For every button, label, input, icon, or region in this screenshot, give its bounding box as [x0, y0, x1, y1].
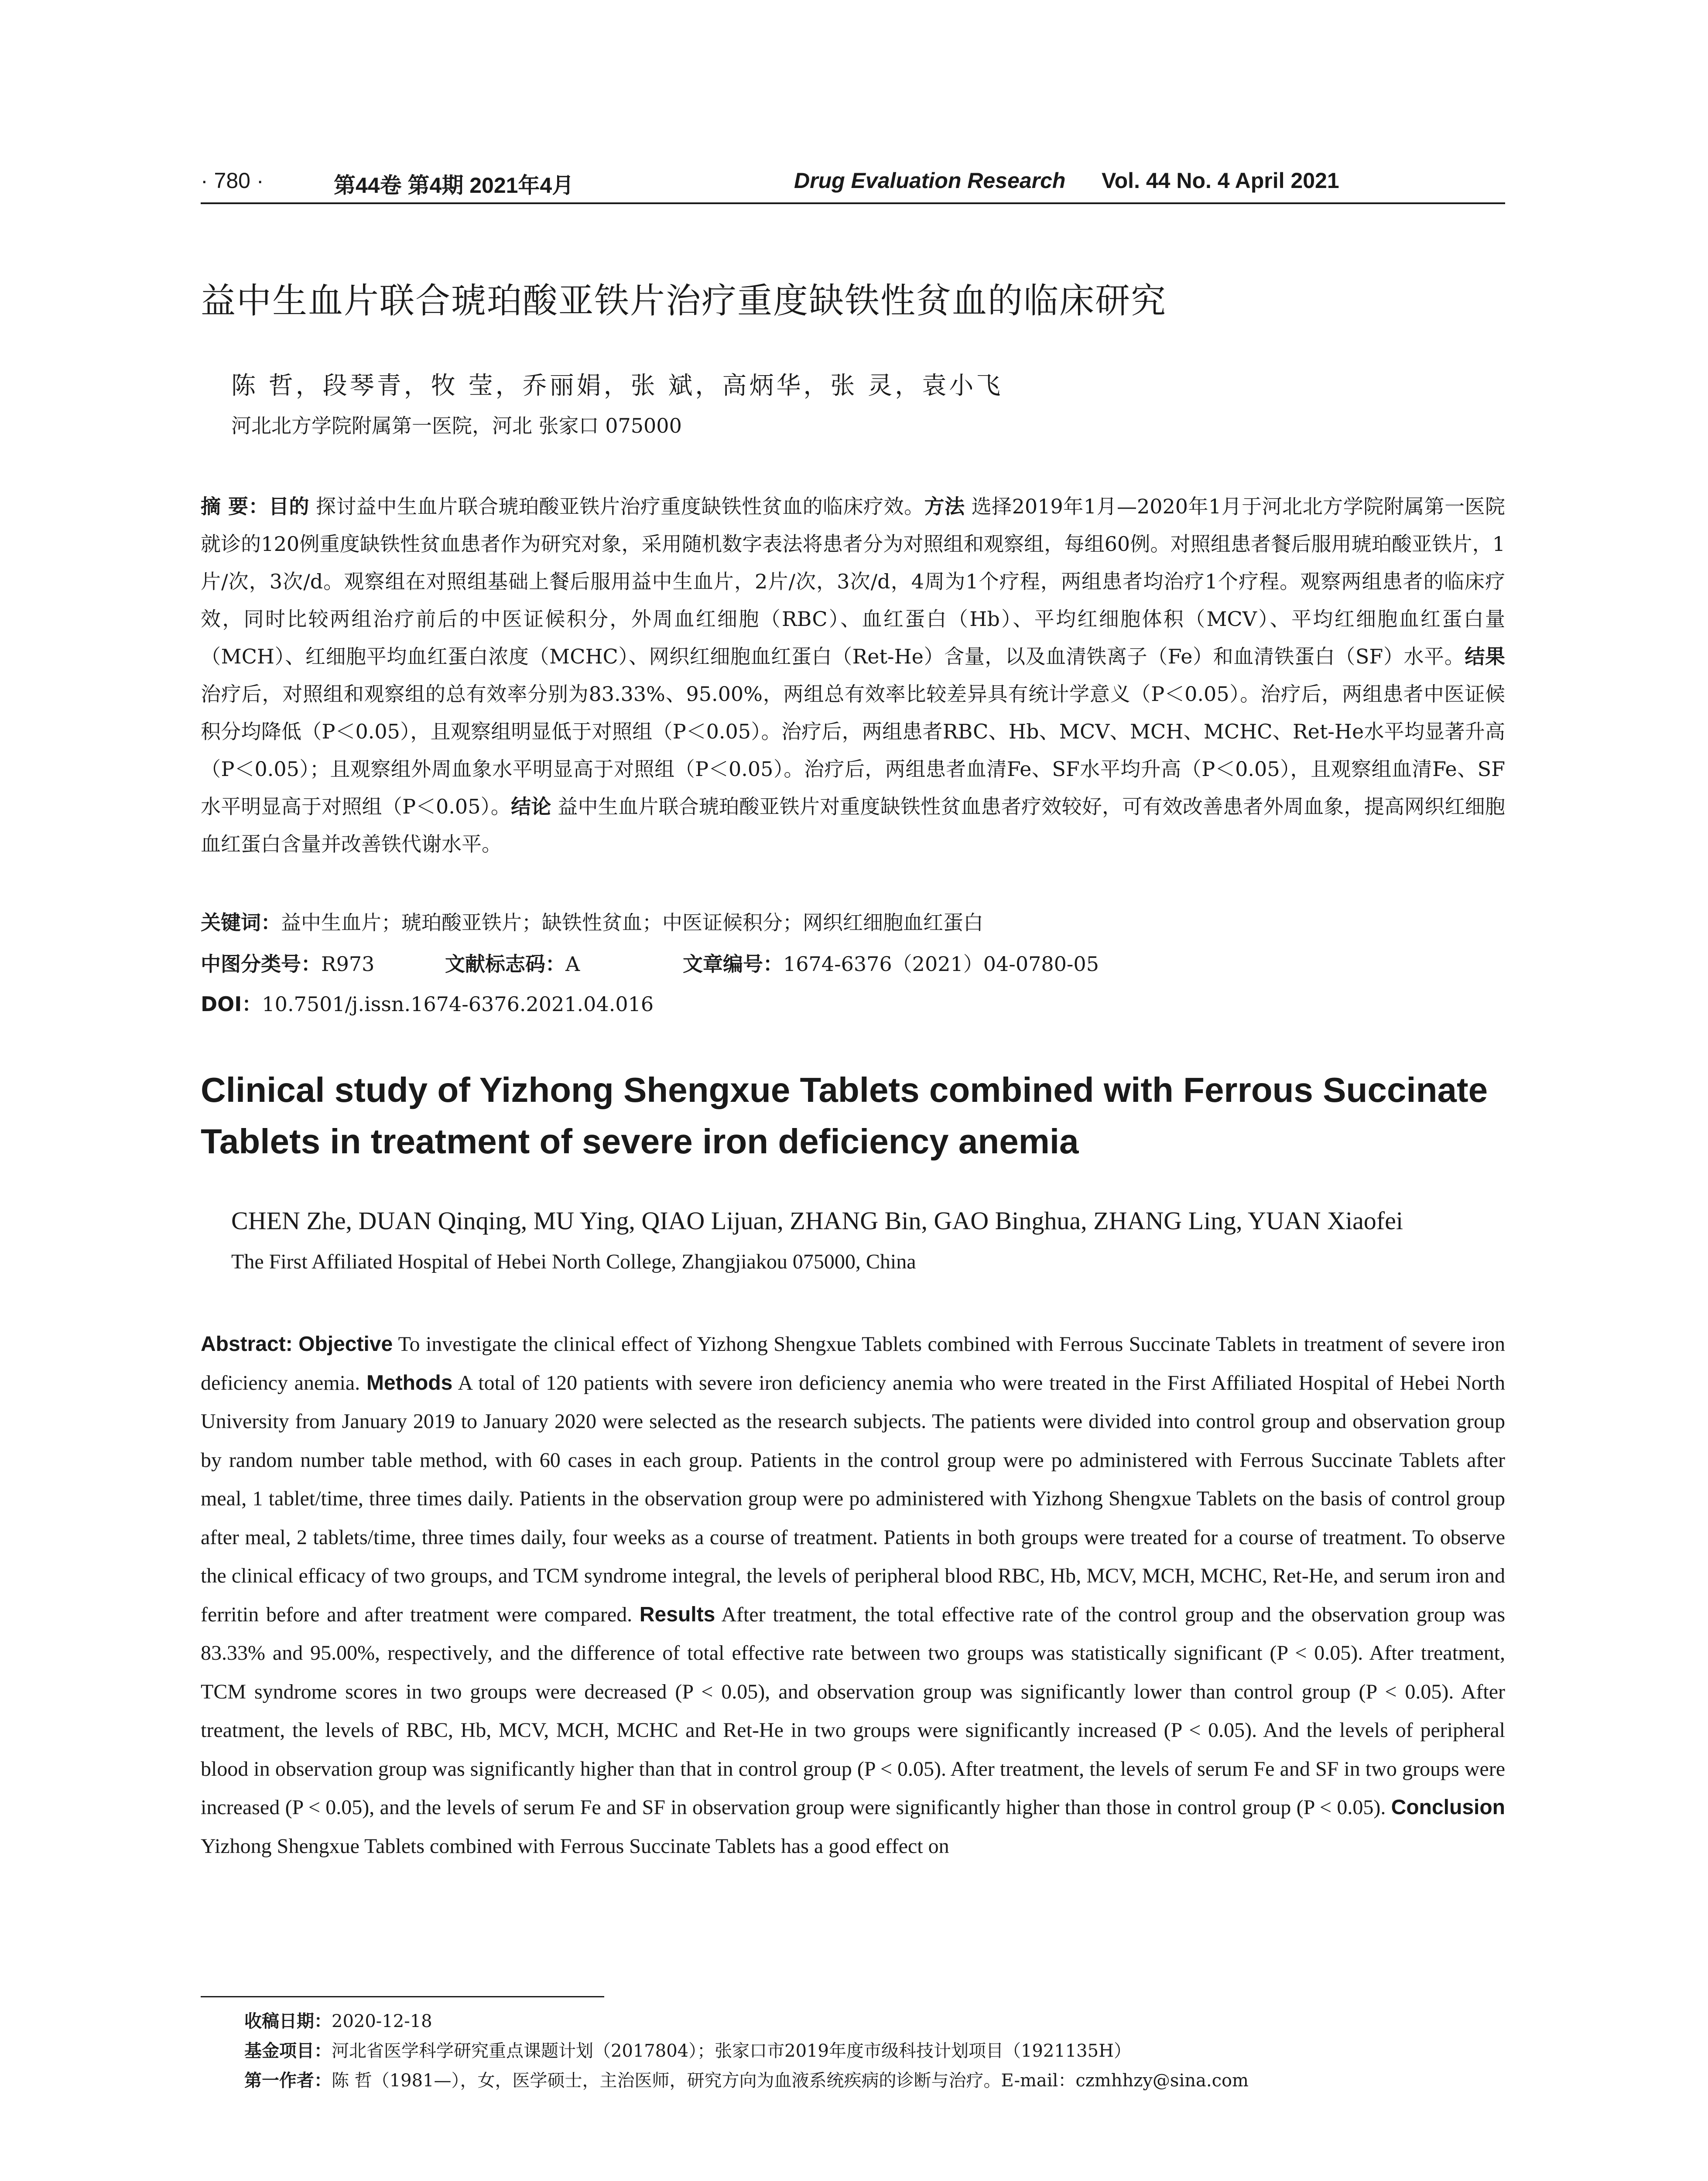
fund-label: 基金项目：	[244, 2041, 332, 2061]
en-methods-text: A total of 120 patients with severe iron deficiency anemia who were treated in the First Affiliated Hospital of Hebei North University from January 2019 to January 2020 were selected as the research subjects. The patients were divided into control group and observation group by random number table method, with 60 cases in each group. Patients in the control group were po administered with Ferrous Succinate Tablets after meal, 1 tablet/time, three times daily. Patients in the observation group were po administered with Yizhong Shengxue Tablets on the basis of control group after meal, 2 tablets/time, three times daily, four weeks as a course of treatment. Patients in both groups were treated for a course of treatment. To observe the clinical efficacy of two groups, and TCM syndrome integral, the levels of peripheral blood RBC, Hb, MCV, MCH, MCHC, Ret-He, and serum iron and ferritin before and after treatment were compared.	[201, 1371, 1505, 1626]
en-affiliation: The First Affiliated Hospital of Hebei North College, Zhangjiakou 075000, China	[231, 1250, 916, 1273]
cn-keywords	[201, 909, 1505, 936]
en-abstract-label: Abstract:	[201, 1333, 293, 1356]
en-results-label: Results	[639, 1603, 715, 1626]
footnote-fund	[244, 2036, 1505, 2066]
cn-objective-label: 目的	[268, 495, 309, 518]
cn-authors: 陈 哲，段琴青，牧 莹，乔丽娟，张 斌，高炳华，张 灵，袁小飞	[231, 372, 1003, 400]
footnote-received	[244, 2007, 1505, 2036]
first-author-text: 陈 哲（1981—），女，医学硕士，主治医师，研究方向为血液系统疾病的诊断与治疗。E-mail：czmhhzy@sina.com	[332, 2071, 1249, 2091]
header-divider	[201, 202, 1505, 204]
doi-row	[201, 991, 1505, 1017]
cn-classification-row	[201, 951, 1505, 977]
en-methods-label: Methods	[366, 1371, 453, 1395]
cn-methods-label: 方法	[924, 495, 965, 518]
clc-value: R973	[321, 952, 375, 976]
clc-label: 中图分类号：	[201, 952, 321, 976]
cn-results-text: 治疗后，对照组和观察组的总有效率分别为83.33%、95.00%，两组总有效率比较差异具有统计学意义（P＜0.05）。治疗后，两组患者中医证候积分均降低（P＜0.05），且观察组明显低于对照组（P＜0.05）。治疗后，两组患者RBC、Hb、MCV、MCH、MCHC、Ret-He水平均显著升高（P＜0.05）；且观察组外周血象水平明显高于对照组（P＜0.05）。治疗后，两组患者血清Fe、SF水平均升高（P＜0.05），且观察组血清Fe、SF水平明显高于对照组（P＜0.05）。	[201, 682, 1505, 818]
en-abstract	[201, 1325, 1505, 1866]
cn-objective-text: 探讨益中生血片联合琥珀酸亚铁片治疗重度缺铁性贫血的临床疗效。	[309, 495, 924, 518]
cn-conclusion-text: 益中生血片联合琥珀酸亚铁片对重度缺铁性贫血患者疗效较好，可有效改善患者外周血象，提高网织红细胞血红蛋白含量并改善铁代谢水平。	[201, 795, 1506, 856]
en-results-text: After treatment, the total effective rate of the control group and the observation group was 83.33% and 95.00%, respectively, and the difference of total effective rate between two groups was statistically significant (P < 0.05). After treatment, TCM syndrome scores in two groups were decreased (P < 0.05), and observation group was significantly lower than control group (P < 0.05). After treatment, the levels of RBC, Hb, MCV, MCH, MCHC and Ret-He in two groups were significantly increased (P < 0.05). And the levels of peripheral blood in observation group was significantly higher than that in control group (P < 0.05). After treatment, the levels of serum Fe and SF in two groups were increased (P < 0.05), and the levels of serum Fe and SF in observation group were significantly higher than those in control group (P < 0.05).	[201, 1603, 1506, 1819]
first-author-label: 第一作者：	[244, 2071, 332, 2091]
cn-keywords-text: 益中生血片；琥珀酸亚铁片；缺铁性贫血；中医证候积分；网织红细胞血红蛋白	[281, 911, 983, 934]
footnote-divider	[201, 1996, 604, 1997]
cn-methods-text: 选择2019年1月—2020年1月于河北北方学院附属第一医院就诊的120例重度缺铁性贫血患者作为研究对象，采用随机数字表法将患者分为对照组和观察组，每组60例。对照组患者餐后服用琥珀酸亚铁片，1片/次，3次/d。观察组在对照组基础上餐后服用益中生血片，2片/次，3次/d，4周为1个疗程，两组患者均治疗1个疗程。观察两组患者的临床疗效，同时比较两组治疗前后的中医证候积分，外周血红细胞（RBC）、血红蛋白（Hb）、平均红细胞体积（MCV）、平均红细胞血红蛋白量（MCH）、红细胞平均血红蛋白浓度（MCHC）、网织红细胞血红蛋白（Ret-He）含量，以及血清铁离子（Fe）和血清铁蛋白（SF）水平。	[201, 495, 1506, 668]
article-no-value: 1674-6376（2021）04-0780-05	[783, 952, 1099, 976]
en-authors: CHEN Zhe, DUAN Qinqing, MU Ying, QIAO Lijuan, ZHANG Bin, GAO Binghua, ZHANG Ling, YUAN Xiaofei	[231, 1207, 1403, 1235]
received-label: 收稿日期：	[244, 2011, 332, 2031]
cn-keywords-label: 关键词：	[201, 911, 281, 934]
doc-code-label: 文献标志码：	[445, 952, 565, 976]
en-objective-text: To investigate the clinical effect of Yizhong Shengxue Tablets combined with Ferrous Succinate Tablets in treatment of severe iron deficiency anemia.	[201, 1333, 1506, 1395]
fund-text: 河北省医学科学研究重点课题计划（2017804）；张家口市2019年度市级科技计划项目（1921135H）	[332, 2041, 1131, 2061]
en-title: Clinical study of Yizhong Shengxue Tablets combined with Ferrous Succinate Tablets in treatment of severe iron deficiency anemia	[201, 1070, 1488, 1161]
cn-title: 益中生血片联合琥珀酸亚铁片治疗重度缺铁性贫血的临床研究	[201, 280, 1167, 321]
cn-affiliation: 河北北方学院附属第一医院，河北 张家口 075000	[231, 414, 682, 438]
article-no-label: 文章编号：	[683, 952, 783, 976]
cn-results-label: 结果	[1465, 645, 1505, 668]
footnotes	[244, 2007, 1505, 2096]
footnote-first-author	[244, 2066, 1505, 2096]
running-header	[201, 168, 1509, 198]
page-number: · 780 ·	[201, 168, 264, 193]
en-objective-label: Objective	[298, 1333, 393, 1356]
cn-abstract	[201, 488, 1505, 863]
en-journal-name: Drug Evaluation Research	[794, 168, 1066, 193]
doi-label: DOI：	[201, 992, 262, 1016]
received-date: 2020-12-18	[332, 2011, 432, 2031]
en-conclusion-text: Yizhong Shengxue Tablets combined with Ferrous Succinate Tablets has a good effect on	[201, 1834, 949, 1858]
cn-conclusion-label: 结论	[511, 795, 551, 818]
en-conclusion-label: Conclusion	[1391, 1796, 1505, 1819]
doc-code-value: A	[565, 952, 580, 976]
cn-journal-issue: 第44卷 第4期 2021年4月	[334, 173, 574, 198]
doi-value: 10.7501/j.issn.1674-6376.2021.04.016	[262, 992, 654, 1016]
en-journal-issue: Vol. 44 No. 4 April 2021	[1102, 168, 1339, 193]
cn-abstract-label: 摘 要：	[201, 495, 269, 518]
